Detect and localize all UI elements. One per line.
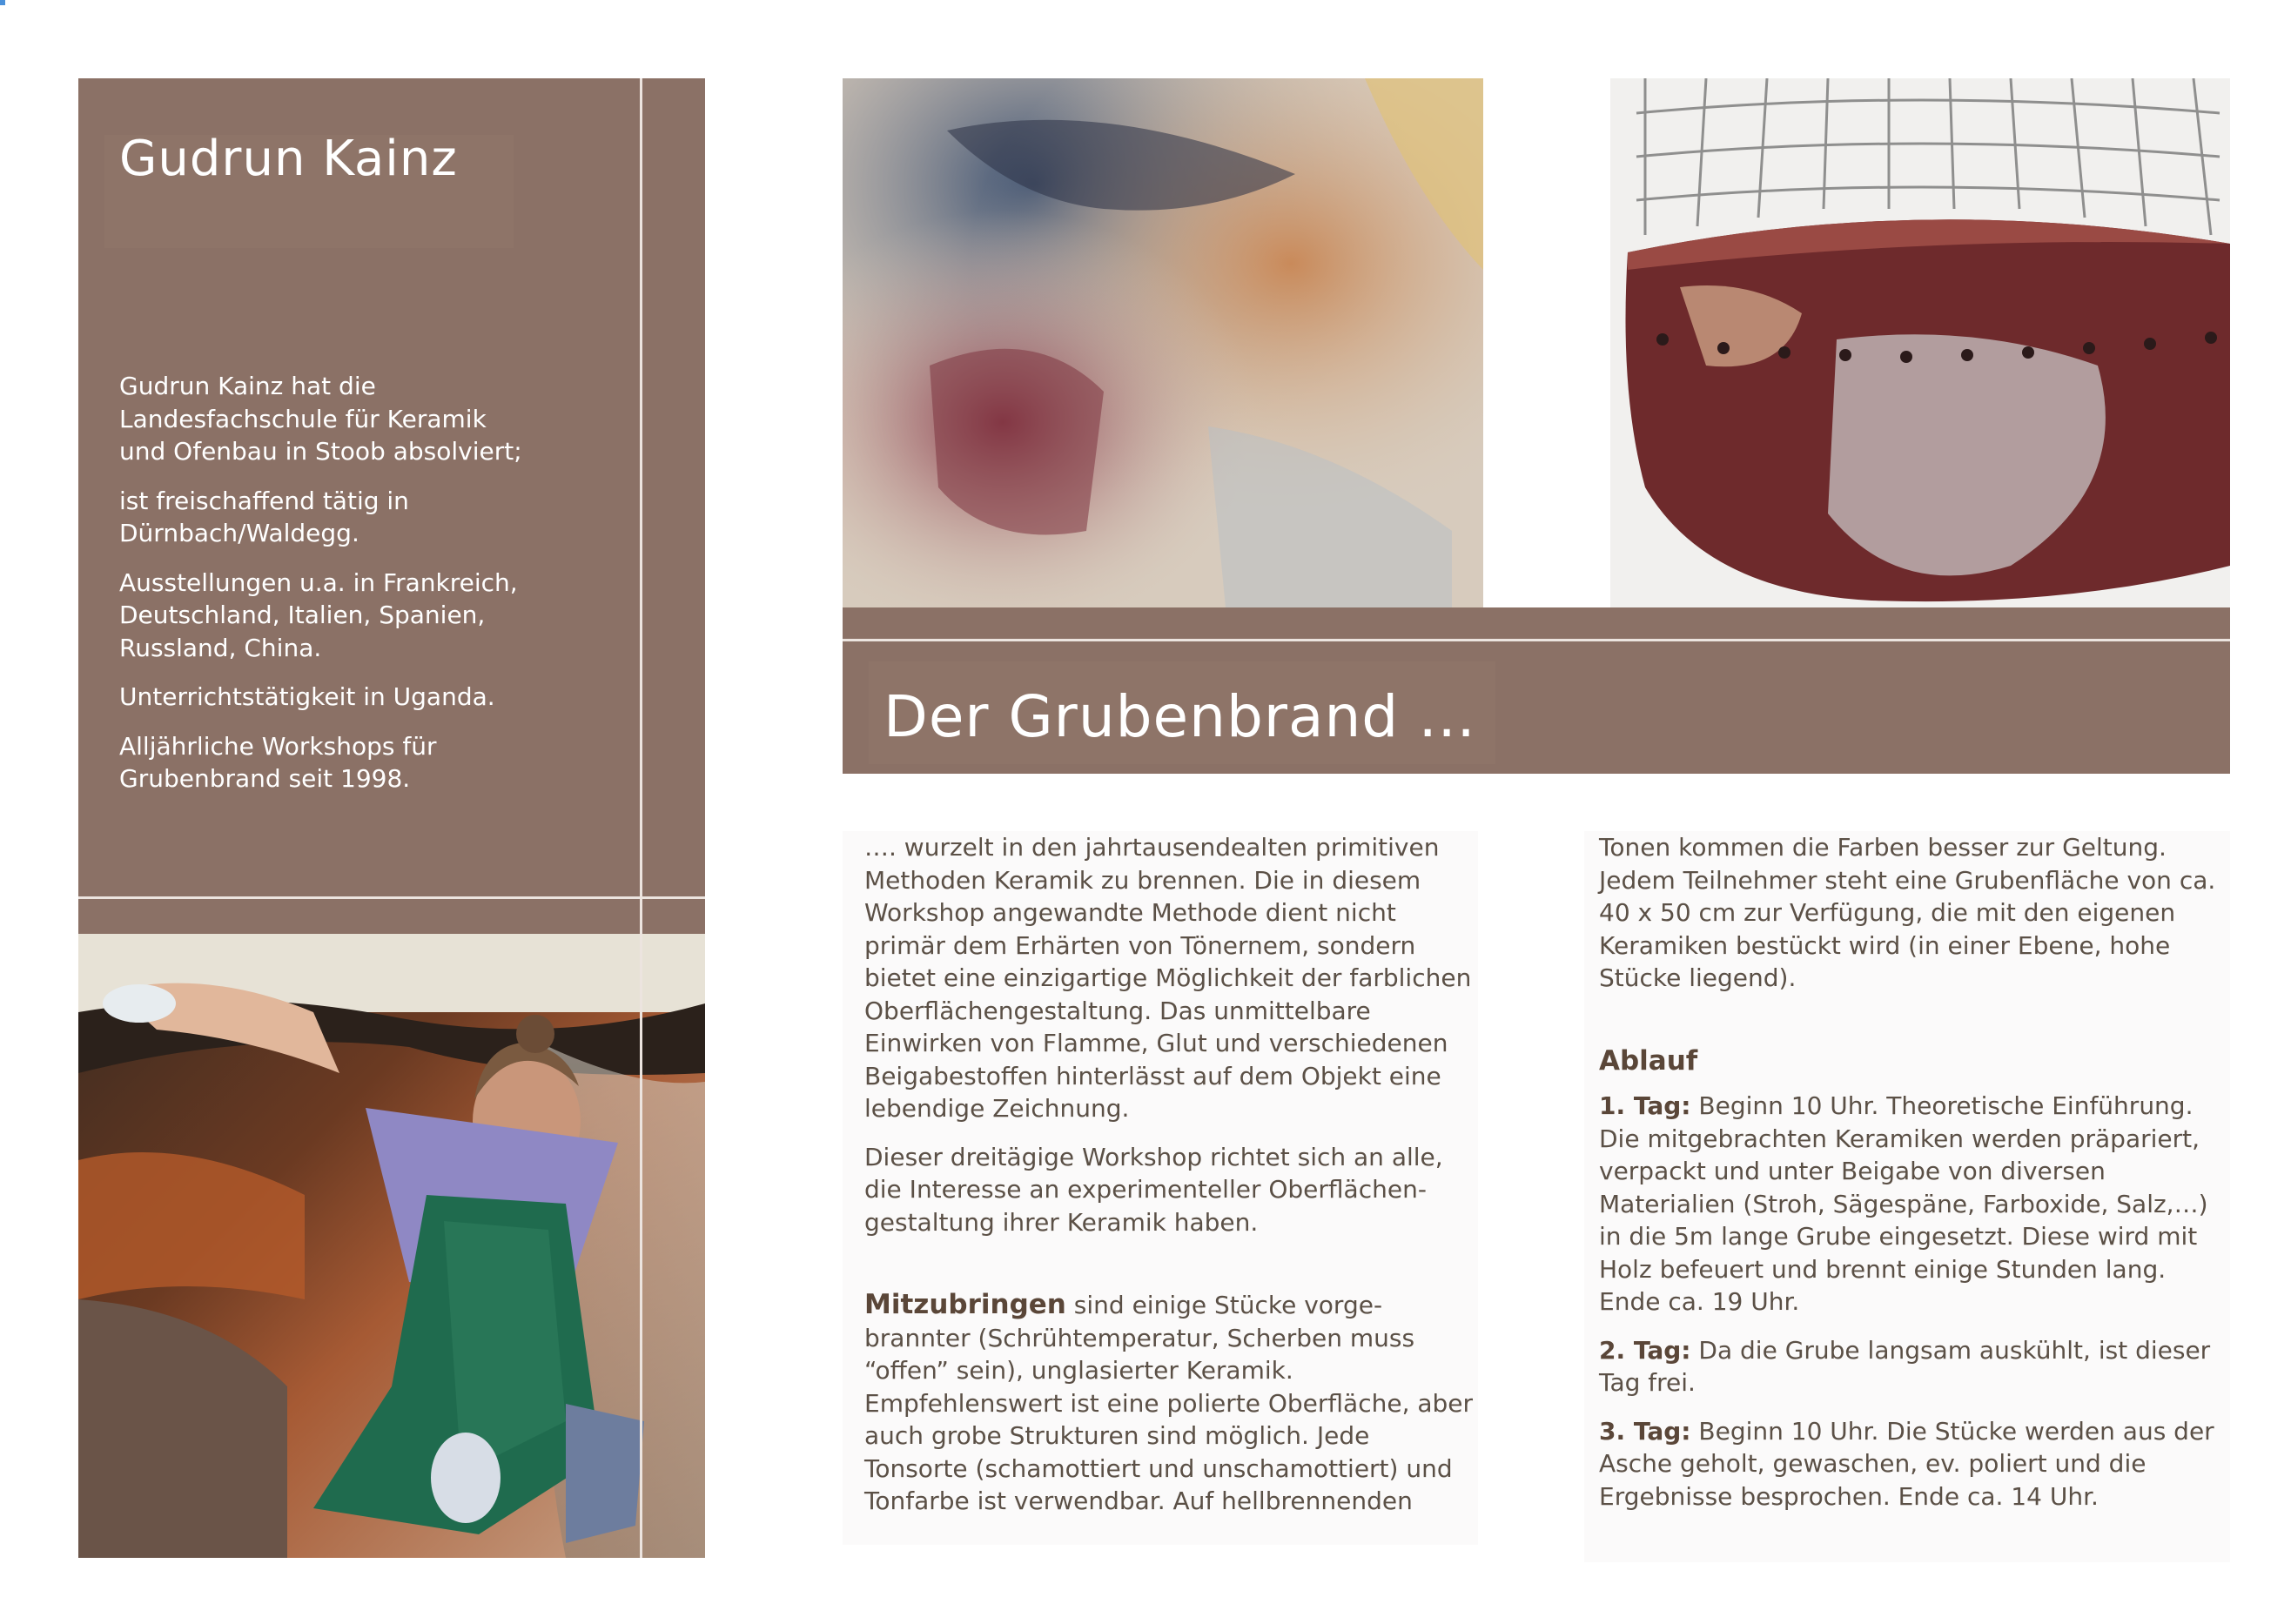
divider-vertical [640,78,642,1558]
day2-label: 2. Tag: [1599,1335,1691,1365]
page-title: Der Grubenbrand … [883,683,1477,750]
header-band [843,607,2230,639]
day2-text: Da die Grube langsam auskühlt, ist dieser Tag frei. [1599,1335,2211,1397]
day3-text: Beginn 10 Uhr. Die Stücke werden aus der Asche geholt, gewaschen, ev. poliert und die Ergebnisse besprochen. Ende ca. 14 Uhr. [1599,1416,2214,1511]
bio-paragraph: Alljährliche Workshops für Grubenbrand seit 1998. [119,731,437,793]
bio-paragraph: Ausstellungen u.a. in Frankreich, Deutschland, Italien, Spanien, Russland, China. [119,567,518,662]
day2-paragraph [1599,1334,2230,1399]
audience-paragraph: Dieser dreitägige Workshop richtet sich an alle, die Interesse an experimenteller Oberflächen-gestaltung ihrer Keramik haben. [864,1142,1443,1237]
artist-bio [119,370,528,812]
bring-paragraph [864,1289,1478,1518]
day3-paragraph [1599,1415,2230,1513]
text-column-left [843,831,1478,1545]
profile-strip [78,899,705,934]
bio-paragraph: Gudrun Kainz hat die Landesfachschule für Keramik und Ofenbau in Stoob absolviert; [119,372,522,466]
bring-heading: Mitzubringen [864,1289,1066,1320]
bring-text: sind einige Stücke vorge-brannter (Schrühtemperatur, Scherben muss “offen” sein), unglasierter Keramik. Empfehlenswert ist eine polierte Oberfläche, aber auch grobe Strukturen sind möglich. Jede Tonsorte (schamottiert und unschamottiert) und Tonfarbe ist verwendbar. Auf hellbrennenden [864,1291,1474,1515]
schedule-heading: Ablauf [1599,1044,1698,1077]
continuation-paragraph: Tonen kommen die Farben besser zur Geltung. Jedem Teilnehmer steht eine Grubenfläche von ca. 40 x 50 cm zur Verfügung, die mit den eigenen Keramiken bestückt wird (in einer Ebene, hohe Stücke liegend). [1599,833,2216,992]
artist-photo [78,934,705,1558]
day1-text: Beginn 10 Uhr. Theoretische Einführung. Die mitgebrachten Keramiken werden präpariert, verpackt und unter Beigabe von diversen Materialien (Stroh, Sägespäne, Farboxide, Salz,…) in die 5m lange Grube eingesetzt. Diese wird mit Holz befeuert und brennt einige Stunden lang. Ende ca. 19 Uhr. [1599,1091,2208,1316]
day3-label: 3. Tag: [1599,1416,1691,1446]
day1-label: 1. Tag: [1599,1091,1691,1120]
day1-paragraph [1599,1090,2230,1319]
pit-fired-surface-image [843,78,1483,607]
bio-paragraph: ist freischaffend tätig in Dürnbach/Waldegg. [119,486,409,547]
text-column-right [1584,831,2230,1562]
artist-name: Gudrun Kainz [119,131,458,187]
ceramic-bowl-image [1610,78,2230,607]
intro-paragraph: …. wurzelt in den jahrtausendealten primitiven Methoden Keramik zu brennen. Die in diesem Workshop angewandte Methode dient nicht primär dem Erhärten von Tönernem, sondern bietet eine einzigartige Möglichkeit der farblichen Oberflächengestaltung. Das unmittelbare Einwirken von Flamme, Glut und verschiedenen Beigabestoffen hinterlässt auf dem Objekt eine lebendige Zeichnung. [864,833,1472,1123]
bio-paragraph: Unterrichtstätigkeit in Uganda. [119,682,495,711]
corner-mark [0,0,5,5]
